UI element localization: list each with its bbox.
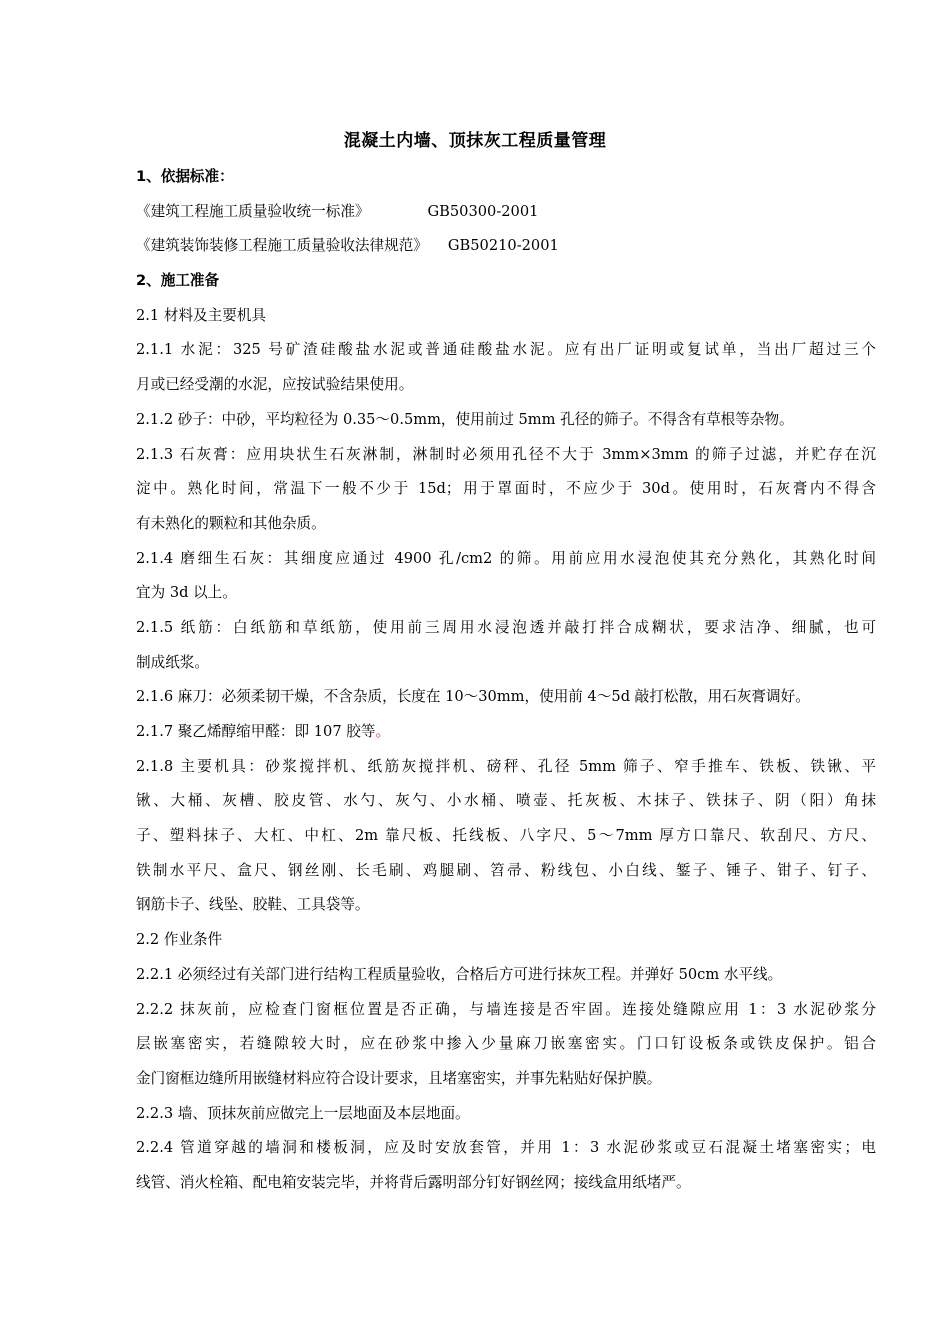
paragraph-line: 铁制水平尺、盒尺、钢丝刚、长毛刷、鸡腿刷、笤帚、粉线包、小白线、錾子、锤子、钳子、钉子、	[136, 861, 876, 879]
paragraph-line: 2.2.3 墙、顶抹灰前应做完上一层地面及本层地面。	[136, 1104, 470, 1122]
standard-item	[136, 195, 876, 230]
paragraph-line: 子、塑料抹子、大杠、中杠、2m 靠尺板、托线板、八字尺、5～7mm 厚方口靠尺、软刮尺、方尺、	[136, 827, 876, 845]
paragraph-line: 2.2.2 抹灰前，应检查门窗框位置是否正确，与墙连接是否牢固。连接处缝隙应用 1：3 水泥砂浆分	[136, 1000, 876, 1018]
paragraph-line: 2.2.4 管道穿越的墙洞和楼板洞，应及时安放套管，并用 1：3 水泥砂浆或豆石混凝土堵塞密实；电	[136, 1139, 876, 1157]
paragraph-line: 钢筋卡子、线坠、胶鞋、工具袋等。	[136, 896, 370, 914]
paragraph-line: 淀中。熟化时间，常温下一般不少于 15d；用于罩面时，不应少于 30d。使用时，石灰膏内不得含	[136, 480, 876, 498]
paragraph-line: 制成纸浆。	[136, 653, 209, 671]
paragraph-line: 月或已经受潮的水泥，应按试验结果使用。	[136, 376, 414, 394]
document-body	[136, 160, 876, 1201]
subsection-heading-materials: 2.1 材料及主要机具	[136, 306, 267, 324]
standard-name: 《建筑装饰装修工程施工质量验收法律规范》	[136, 237, 428, 255]
paragraph-line: 有未熟化的颗粒和其他杂质。	[136, 514, 326, 532]
paragraph-line: 2.1.5 纸筋：白纸筋和草纸筋，使用前三周用水浸泡透并敲打拌合成糊状，要求洁净、细腻，也可	[136, 618, 876, 636]
paragraph-line: 层嵌塞密实，若缝隙较大时，应在砂浆中掺入少量麻刀嵌塞密实。门口钉设板条或铁皮保护。铝合	[136, 1035, 876, 1053]
paragraph-line: 2.1.8 主要机具：砂浆搅拌机、纸筋灰搅拌机、磅秤、孔径 5mm 筛子、窄手推车、铁板、铁锹、平	[136, 757, 876, 775]
paragraph-line: 2.2.1 必须经过有关部门进行结构工程质量验收，合格后方可进行抹灰工程。并弹好 50cm 水平线。	[136, 965, 783, 983]
paragraph-line: 2.1.3 石灰膏：应用块状生石灰淋制，淋制时必须用孔径不大于 3mm×3mm 的筛子过滤，并贮存在沉	[136, 445, 876, 463]
paragraph-line: 线管、消火栓箱、配电箱安装完毕，并将背后露明部分钉好钢丝网；接线盒用纸堵严。	[136, 1173, 691, 1191]
document-title: 混凝土内墙、顶抹灰工程质量管理	[343, 131, 607, 151]
standard-name: 《建筑工程施工质量验收统一标准》	[136, 202, 370, 220]
red-punctuation-mark: 。	[375, 723, 391, 740]
paragraph-line	[136, 715, 876, 750]
paragraph-line: 锹、大桶、灰槽、胶皮管、水勺、灰勺、小水桶、喷壶、托灰板、木抹子、铁抹子、阴（阳）角抹	[136, 792, 876, 810]
paragraph-line: 金门窗框边缝所用嵌缝材料应符合设计要求，且堵塞密实，并事先粘贴好保护膜。	[136, 1069, 662, 1087]
standard-code: GB50210-2001	[447, 237, 559, 255]
paragraph-line: 2.1.4 磨细生石灰：其细度应通过 4900 孔/cm2 的筛。用前应用水浸泡使其充分熟化，其熟化时间	[136, 549, 876, 567]
paragraph-line: 2.1.1 水泥：325 号矿渣硅酸盐水泥或普通硅酸盐水泥。应有出厂证明或复试单，当出厂超过三个	[136, 341, 876, 359]
paragraph-line: 2.1.2 砂子：中砂，平均粒径为 0.35～0.5mm，使用前过 5mm 孔径的筛子。不得含有草根等杂物。	[136, 410, 794, 428]
section-heading-standards: 1、依据标准：	[136, 168, 234, 185]
standard-code: GB50300-2001	[427, 202, 539, 220]
paragraph-line: 宜为 3d 以上。	[136, 584, 237, 602]
subsection-heading-work-conditions: 2.2 作业条件	[136, 931, 223, 949]
paragraph-line: 2.1.6 麻刀：必须柔韧干燥，不含杂质，长度在 10～30mm，使用前 4～5d 敲打松散，用石灰膏调好。	[136, 688, 810, 706]
section-heading-preparation: 2、施工准备	[136, 272, 220, 290]
standard-item	[136, 229, 876, 264]
paragraph-text: 2.1.7 聚乙烯醇缩甲醛：即 107 胶等	[136, 723, 376, 740]
